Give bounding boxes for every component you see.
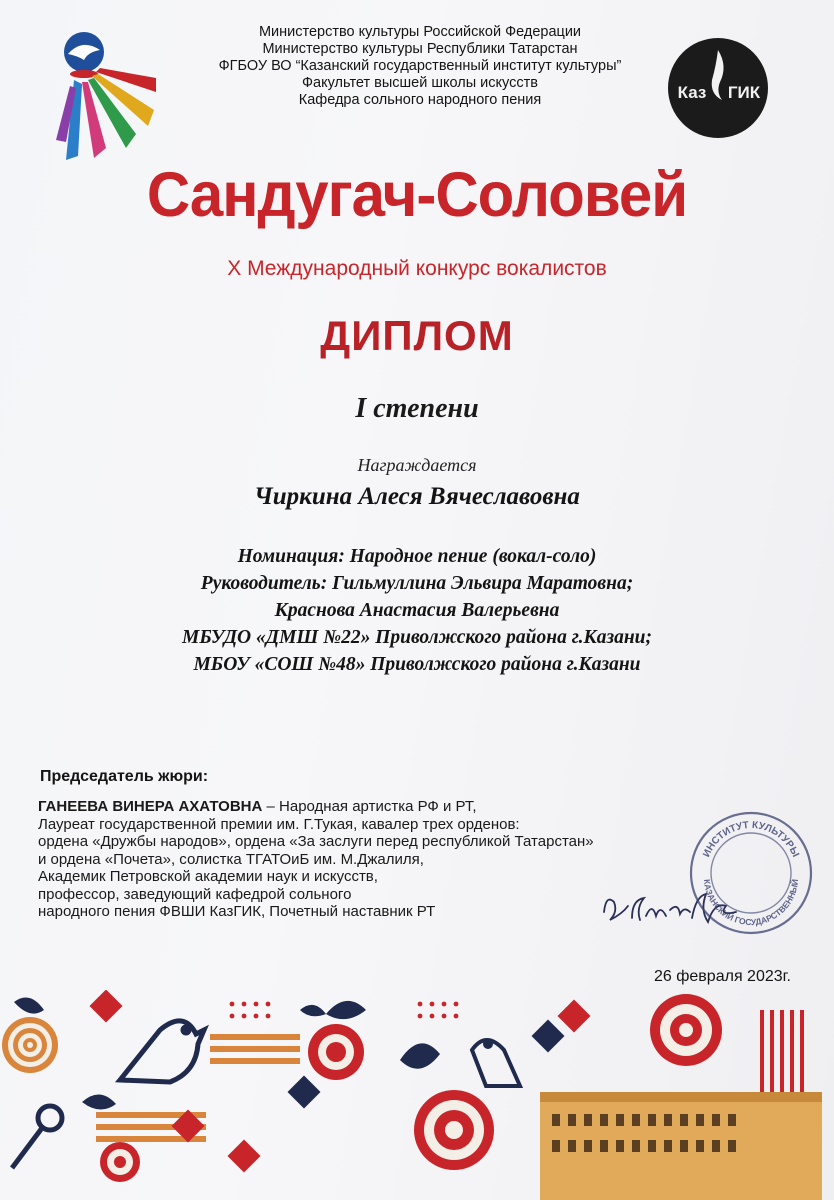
jury-chair-name: ГАНЕЕВА ВИНЕРА АХАТОВНА <box>38 798 263 815</box>
jury-line: профессор, заведующий кафедрой сольного <box>38 885 352 903</box>
building-ornament <box>540 1092 822 1200</box>
details-line: МБУДО «ДМШ №22» Приволжского района г.Казани; <box>181 627 653 648</box>
recipient-name: Чиркина Алеся Вячеславовна <box>254 483 580 510</box>
jury-line: ордена «Дружбы народов», ордена «За заслуги перед республикой Татарстан» <box>38 833 594 850</box>
microphone-ornament <box>12 1106 62 1168</box>
diploma-degree: I степени <box>355 393 479 424</box>
details-line: Номинация: Народное пение (вокал-соло) <box>237 546 597 567</box>
header-line: Кафедра сольного народного пения <box>298 92 542 108</box>
folk-ornament-band <box>0 990 834 1200</box>
jury-line: народного пения ФВШИ КазГИК, Почетный наставник РТ <box>38 903 436 920</box>
jury-chair-title: Председатель жюри: <box>40 768 209 785</box>
header-line: Факультет высшей школы искусств <box>302 75 538 91</box>
sun-rosette-ornament <box>414 1090 494 1170</box>
kazgik-logo-right: ГИК <box>727 83 761 102</box>
festival-logo <box>44 30 164 170</box>
awarded-label: Награждается <box>357 455 477 475</box>
header-line: Министерство культуры Российской Федерации <box>258 24 582 40</box>
jury-line: Лауреат государственной премии им. Г.Тукая, кавалер трех орденов: <box>38 815 520 833</box>
svg-text:КАЗАНСКИЙ ГОСУДАРСТВЕННЫЙ <box>702 879 800 928</box>
jury-line: Академик Петровской академии наук и искусств, <box>38 868 378 885</box>
header-organizations <box>170 24 670 109</box>
stamp-bottom-text: КАЗАНСКИЙ ГОСУДАРСТВЕННЫЙ <box>701 878 801 928</box>
red-rosette-ornament <box>100 1142 140 1182</box>
details-line: МБОУ «СОШ №48» Приволжского района г.Казани <box>193 654 641 675</box>
orange-rings-ornament <box>2 1017 58 1073</box>
jury-line: и ордена «Почета», солистка ТГАТОиБ им. М.Джалиля, <box>38 850 424 868</box>
contest-title: Сандугач-Соловей <box>146 159 688 230</box>
diploma-heading: ДИПЛОМ <box>320 312 514 359</box>
header-line: Министерство культуры Республики Татарстан <box>262 41 578 57</box>
institute-stamp <box>686 808 816 938</box>
stamp-top-text: ИНСТИТУТ КУЛЬТУРЫ <box>701 819 801 860</box>
contest-subtitle: X Международный конкурс вокалистов <box>227 257 607 280</box>
issue-date: 26 февраля 2023г. <box>654 968 791 985</box>
details-line: Руководитель: Гильмуллина Эльвира Маратовна; <box>200 573 634 594</box>
red-rosette-ornament <box>308 1024 364 1080</box>
bird-ornament <box>472 1040 520 1086</box>
details-line: Краснова Анастасия Валерьевна <box>274 600 560 621</box>
header-line: ФГБОУ ВО “Казанский государственный институт культуры” <box>218 58 622 74</box>
jury-line: – Народная артистка РФ и РТ, <box>262 798 477 815</box>
sun-rosette-ornament <box>650 994 722 1066</box>
kazgik-logo <box>666 36 770 140</box>
award-details <box>0 543 834 678</box>
bird-ornament <box>120 1021 204 1082</box>
kazgik-logo-left: Каз <box>677 83 707 102</box>
